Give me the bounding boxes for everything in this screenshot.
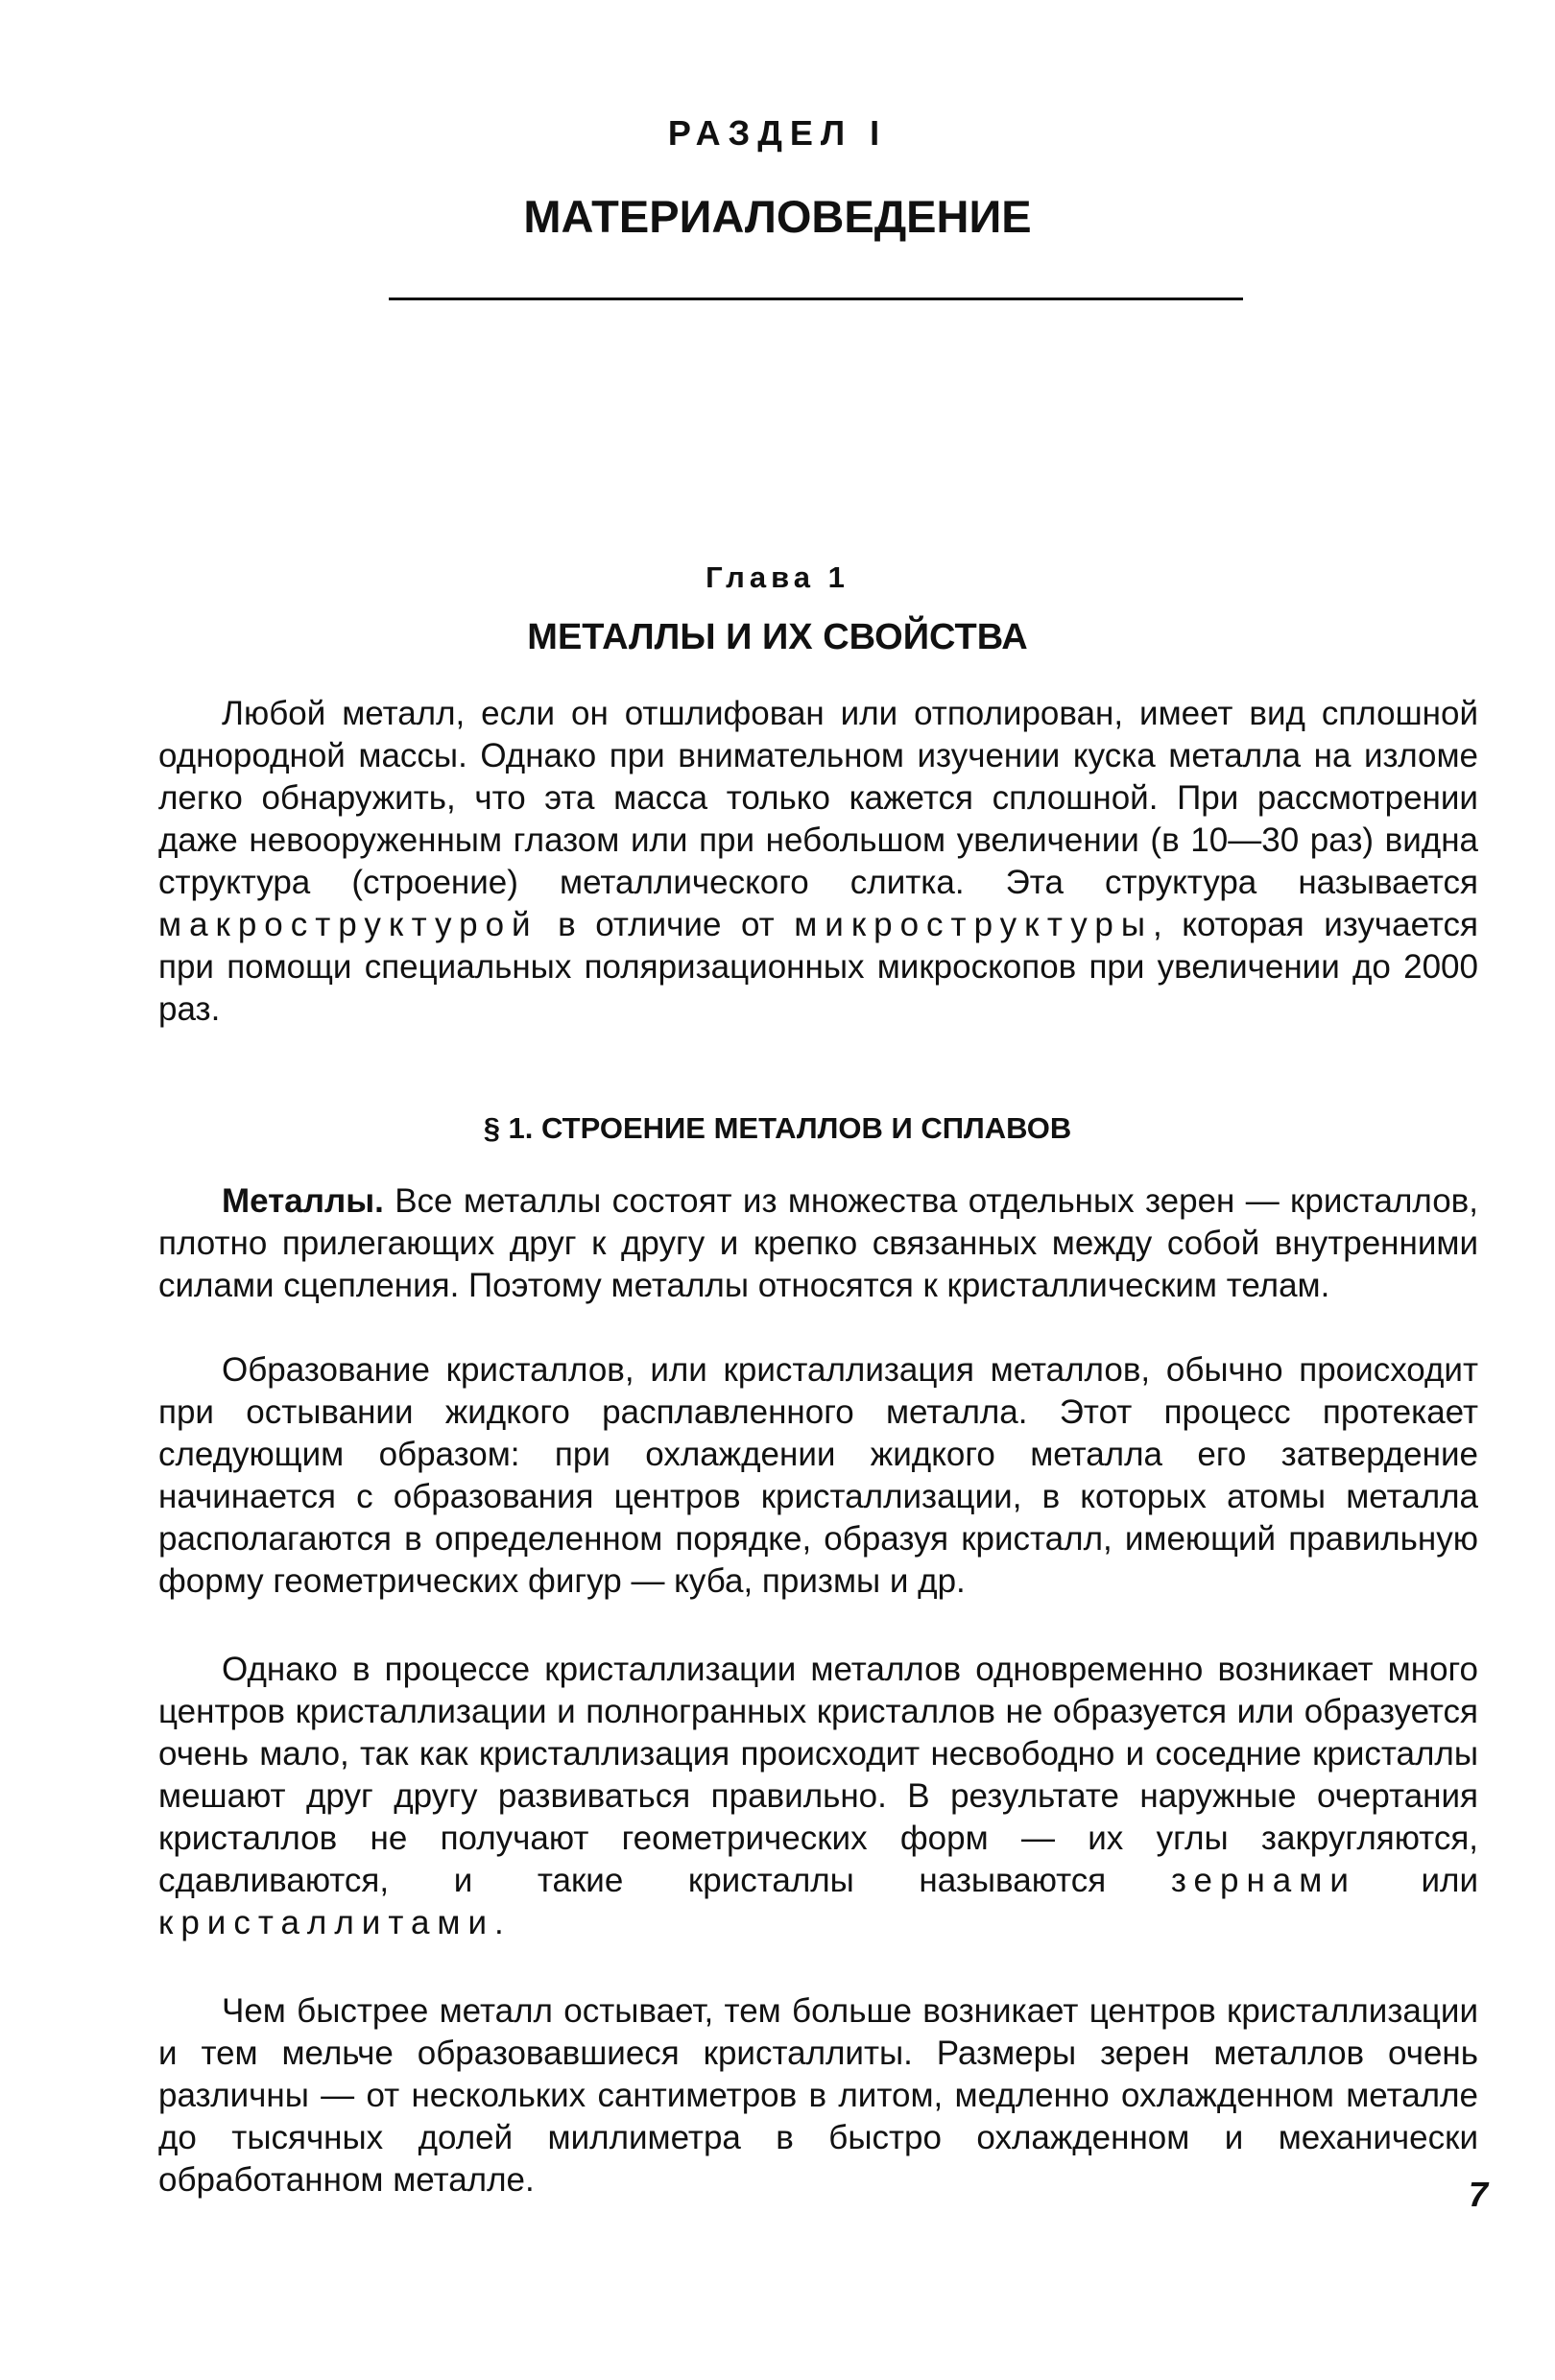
crystallites-text-3: . bbox=[494, 1904, 504, 1941]
metals-text: Все металлы состоят из множества отдельных зерен — кристаллов, плотно прилегающих друг к другу и крепко связанных между собой внутренними силами сцепления. Поэтому металлы относятся к кристаллическим телам. bbox=[158, 1182, 1478, 1304]
term-macrostructure: макроструктурой bbox=[158, 906, 538, 943]
chapter-label: Глава 1 bbox=[706, 560, 849, 594]
intro-text-2: в отличие от bbox=[538, 906, 795, 943]
grain-size-paragraph: Чем быстрее металл остывает, тем больше возникает центров кристаллизации и тем мельче образовавшиеся кристаллиты. Размеры зерен металлов очень различны — от нескольких сантиметров в литом, медленно охлажденном металле до тысячных долей миллиметра в быстро охлажденном и механически обработанном металле. bbox=[158, 1992, 1478, 2199]
chapter-title: МЕТАЛЛЫ И ИХ СВОЙСТВА bbox=[527, 617, 1028, 657]
term-grains: зернами bbox=[1170, 1862, 1356, 1899]
section-heading: § 1. СТРОЕНИЕ МЕТАЛЛОВ И СПЛАВОВ bbox=[483, 1111, 1072, 1145]
term-crystallites: кристаллитами bbox=[158, 1904, 495, 1941]
metals-paragraph bbox=[158, 1180, 1478, 1307]
term-microstructure: микроструктуры bbox=[794, 906, 1154, 943]
intro-text-1: Любой металл, если он отшлифован или отполирован, имеет вид сплошной однородной массы. Однако при внимательном изучении куска металла на изломе легко обнаружить, что эта масса только кажется сплошной. При рассмотрении даже невооруженным глазом или при небольшом увеличении (в 10—30 раз) видна структура (строение) металлического слитка. Эта структура называется bbox=[158, 695, 1478, 901]
page-number: 7 bbox=[1468, 2175, 1488, 2214]
intro-text-3: , которая изучается при помощи специальных поляризационных микроскопов при увеличении до 2000 раз. bbox=[158, 906, 1478, 1028]
intro-paragraph bbox=[158, 693, 1478, 1031]
crystallites-text-1: Однако в процессе кристаллизации металлов одновременно возникает много центров кристаллизации и полногранных кристаллов не образуется или образуется очень мало, так как кристаллизация происходит несвободно и соседние кристаллы мешают друг другу развиваться правильно. В результате наружные очертания кристаллов не получают геометрических форм — их углы закругляются, сдавливаются, и такие кристаллы называются bbox=[158, 1651, 1478, 1899]
section-label: РАЗДЕЛ I bbox=[667, 113, 888, 153]
title-divider bbox=[389, 298, 1243, 300]
crystallites-paragraph bbox=[158, 1649, 1478, 1944]
formation-paragraph: Образование кристаллов, или кристаллизация металлов, обычно происходит при остывании жидкого расплавленного металла. Этот процесс протекает следующим образом: при охлаждении жидкого металла его затвердение начинается с образования центров кристаллизации, в которых атомы металла располагаются в определенном порядке, образуя кристалл, имеющий правильную форму геометрических фигур — куба, призмы и др. bbox=[158, 1351, 1478, 1600]
section-title: МАТЕРИАЛОВЕДЕНИЕ bbox=[523, 191, 1032, 242]
crystallites-text-2: или bbox=[1355, 1862, 1478, 1899]
metals-run-in-heading: Металлы. bbox=[222, 1182, 384, 1220]
